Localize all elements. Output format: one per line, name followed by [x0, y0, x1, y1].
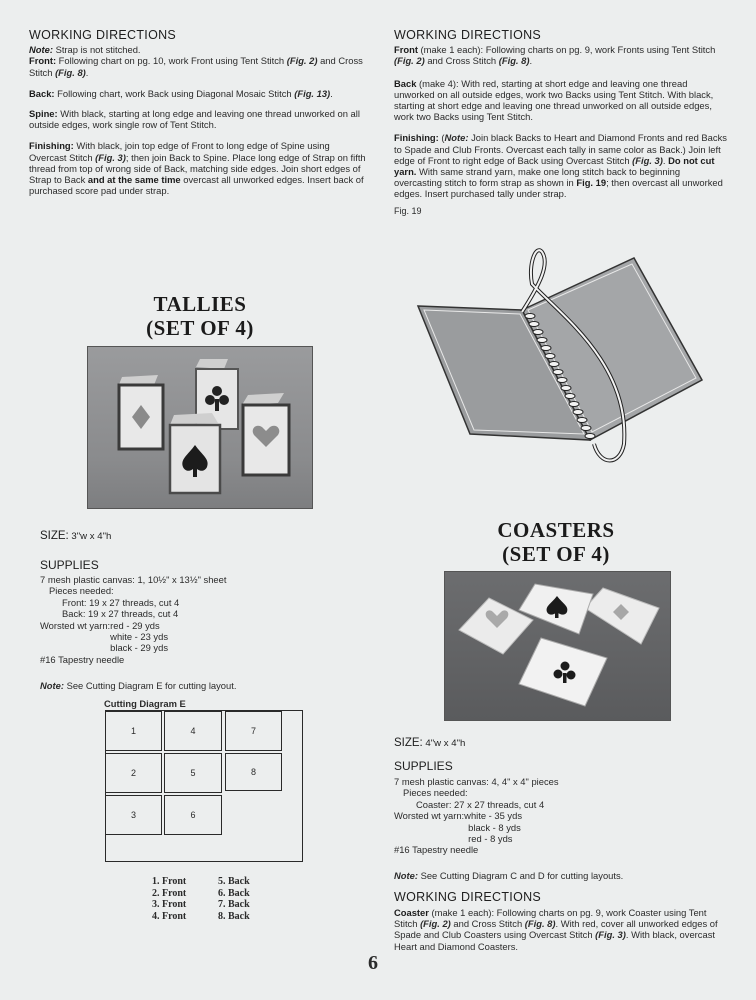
cutting-legend-backs: 5. Back 6. Back 7. Back 8. Back: [218, 876, 250, 922]
tallies-supplies-list: 7 mesh plastic canvas: 1, 10½" x 13½" sheet Pieces needed: Front: 19 x 27 threads, cut 4 Back: 19 x 27 threads, cut 4 Worsted wt yarn: red - 29 yds white - 23 yds black - 29 yds #16 Tapestry needle: [40, 574, 227, 665]
coasters-supplies-heading: SUPPLIES: [394, 759, 453, 773]
cutting-piece-4: 4: [164, 711, 222, 751]
cutting-legend-fronts: 1. Front 2. Front 3. Front 4. Front: [152, 876, 187, 922]
strap-note: Note: Strap is not stitched.: [29, 44, 141, 56]
cutting-diagram-title: Cutting Diagram E: [104, 698, 186, 709]
tallies-cutting-note: Note: See Cutting Diagram E for cutting layout.: [40, 680, 237, 691]
fig-19-label: Fig. 19: [394, 205, 422, 216]
coasters-illustration: [445, 572, 671, 721]
cutting-piece-8: 8: [225, 753, 282, 791]
tallies-photo: [87, 346, 313, 509]
cutting-piece-1: 1: [105, 711, 162, 751]
finishing-directions: Finishing: With black, join top edge of Front to long edge of Spine using Overcast Stitch (Fig. 3); then join Back to Spine. Place long edge of Strap on fifth thread from top of wrong side of Back, matching side edges. Join short edges of Strap to Back and at the same time overcast all unworked edges. Insert back of purchased score pad under strap.: [29, 140, 366, 197]
coasters-supplies-list: 7 mesh plastic canvas: 4, 4" x 4" pieces Pieces needed: Coaster: 27 x 27 threads, cut 4 Worsted wt yarn: white - 35 yds black - 8 yds red - 8 yds #16 Tapestry needle: [394, 776, 559, 856]
yarn-white: white - 23 yds: [110, 631, 169, 643]
tallies-illustration: [88, 347, 313, 509]
diamond-coaster-icon: [585, 588, 659, 644]
cutting-piece-2: 2: [105, 753, 162, 793]
fronts-directions: Front (make 1 each): Following charts on pg. 9, work Fronts using Tent Stitch (Fig. 2) and Cross Stitch (Fig. 8).: [394, 44, 716, 67]
spade-coaster-icon: [519, 584, 593, 634]
fig-19-diagram: [410, 244, 710, 470]
finishing-working-directions-heading: WORKING DIRECTIONS: [394, 28, 542, 42]
yarn-black: black - 29 yds: [110, 642, 169, 654]
coasters-working-directions-heading: WORKING DIRECTIONS: [394, 890, 542, 904]
cutting-piece-6: 6: [164, 795, 222, 835]
tallies-supplies-heading: SUPPLIES: [40, 558, 99, 572]
left-column: [29, 30, 367, 205]
spine-directions: Spine: With black, starting at long edge and leaving one thread unworked on all outside edges, work single row of Tent Stitch.: [29, 108, 360, 131]
coasters-photo: [444, 571, 671, 721]
coasters-size: SIZE: 4"w x 4"h: [394, 737, 466, 749]
cutting-piece-3: 3: [105, 795, 162, 835]
spade-tally-icon: [170, 413, 220, 493]
yarn-red: red - 29 yds: [110, 619, 160, 631]
club-coaster-icon: [519, 638, 607, 706]
coaster-yarn-red: red - 8 yds: [468, 833, 513, 845]
heart-tally-icon: [242, 393, 289, 475]
coasters-cutting-note: Note: See Cutting Diagram C and D for cutting layouts.: [394, 870, 624, 881]
coaster-yarn-black: black - 8 yds: [468, 821, 521, 833]
tally-finishing-directions: Finishing: (Note: Join black Backs to Heart and Diamond Fronts and red Backs to Spade and Club Fronts. Overcast each tally in same color as Back.) Join left edge of Front to right edge of Back using Overcast Stitch (Fig. 3). Do not cut yarn. With same strand yarn, make one long stitch back to beginning overcasting stitch to form strap as shown in Fig. 19; then overcast all unworked edges. Insert purchased tally under strap.: [394, 132, 727, 200]
coasters-directions: Coaster (make 1 each): Following charts on pg. 9, work Coaster using Tent Stitch (Fig. 2) and Cross Stitch (Fig. 8). With red, cover all unworked edges of Spade and Club Coasters using Overcast Stitch (Fig. 3). With black, overcast Heart and Diamond Coasters.: [394, 907, 718, 952]
backs-directions: Back (make 4): With red, starting at short edge and leaving one thread unworked on all outside edges, work two Backs using Tent Stitch. With black, starting at short edge and leaving one thread unworked on all outside edges, work two Backs using Tent Stitch.: [394, 77, 714, 123]
cutting-piece-5: 5: [164, 753, 222, 793]
diamond-tally-icon: [118, 375, 163, 449]
tallies-title: TALLIES (SET OF 4): [146, 292, 254, 340]
cutting-piece-7: 7: [225, 711, 282, 751]
coasters-title: COASTERS (SET OF 4): [497, 518, 615, 566]
front-directions: Front: Following chart on pg. 10, work Front using Tent Stitch (Fig. 2) and Cross Stitch (Fig. 8).: [29, 55, 363, 78]
tallies-working-directions-heading: WORKING DIRECTIONS: [29, 28, 177, 42]
right-column: [394, 30, 730, 217]
tallies-size: SIZE: 3"w x 4"h: [40, 530, 112, 542]
back-directions: Back: Following chart, work Back using Diagonal Mosaic Stitch (Fig. 13).: [29, 87, 333, 99]
coaster-yarn-white: white - 35 yds: [464, 810, 523, 822]
page-number: 6: [368, 952, 378, 974]
